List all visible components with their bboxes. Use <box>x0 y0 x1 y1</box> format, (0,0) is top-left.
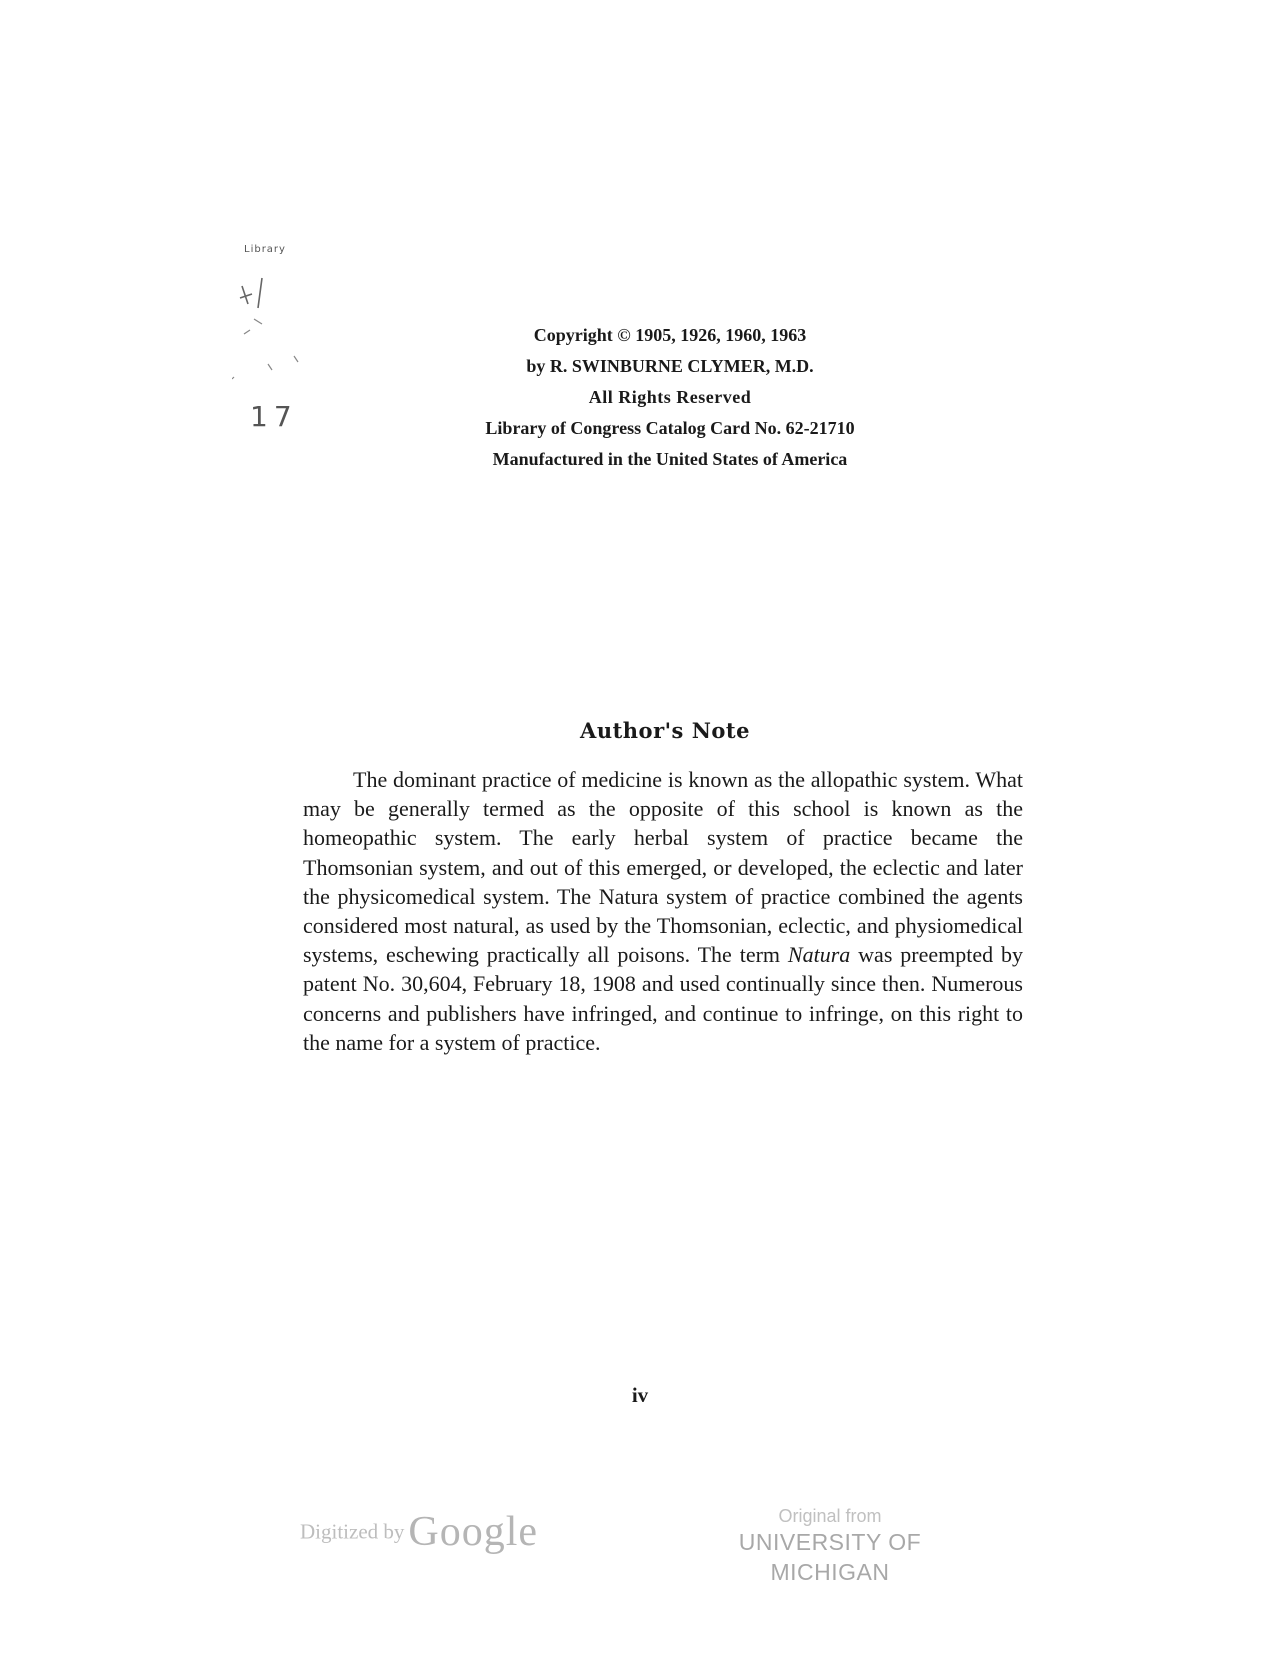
library-stamp: Library <box>244 244 286 255</box>
note-text-part-2: was preempted by patent No. 30,604, February 18, 1908 and used continually since then. Numerous concerns and publishers have infringed, and continue to infringe, on this right to the name for a system of practice. <box>303 942 1023 1055</box>
copyright-block <box>400 320 940 475</box>
rights-reserved: All Rights Reserved <box>588 387 752 407</box>
handwritten-number: 17 <box>250 400 298 433</box>
digitized-by-google-watermark <box>300 1508 610 1556</box>
page-number: iv <box>631 1383 649 1407</box>
google-logo: Google <box>408 1509 539 1555</box>
authors-note-paragraph <box>303 765 1023 1057</box>
catalog-card-number: Library of Congress Catalog Card No. 62-21710 <box>485 418 855 438</box>
original-source-watermark <box>690 1505 970 1587</box>
digitized-by-label: Digitized by <box>300 1519 405 1544</box>
copyright-years: Copyright © 1905, 1926, 1960, 1963 <box>533 325 807 345</box>
margin-handwritten-annotation <box>232 244 352 444</box>
copyright-author: by R. SWINBURNE CLYMER, M.D. <box>526 356 814 376</box>
original-from-label: Original from <box>778 1506 882 1526</box>
manufacture-country: Manufactured in the United States of America <box>492 449 848 469</box>
natura-italic-term: Natura <box>787 942 851 968</box>
institution-name: UNIVERSITY OF MICHIGAN <box>738 1529 922 1585</box>
authors-note-heading: Author's Note <box>580 718 750 743</box>
note-text-part-1: The dominant practice of medicine is known as the allopathic system. What may be generally termed as the opposite of this school is known as the homeopathic system. The early herbal system of practice became the Thomsonian system, and out of this emerged, or developed, the eclectic and later the physicomedical system. The Natura system of practice combined the agents considered most natural, as used by the Thomsonian, eclectic, and physiomedical systems, eschewing practically all poisons. The term <box>303 767 1023 968</box>
handwritten-marks <box>232 264 342 394</box>
